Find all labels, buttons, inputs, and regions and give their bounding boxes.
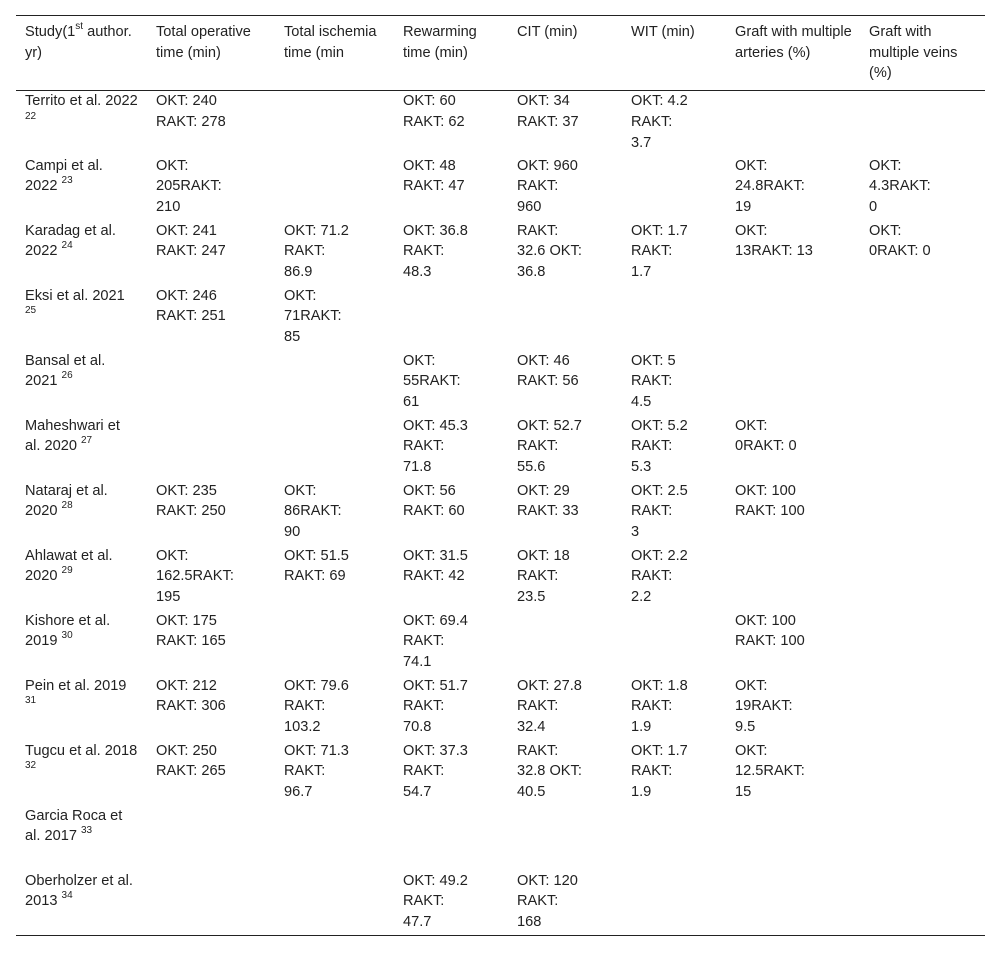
wit-cell [622, 156, 726, 221]
study-name: Bansal et al. 2021 [25, 352, 106, 390]
study-name: Territo et al. 2022 [25, 93, 138, 110]
cit-cell [508, 156, 622, 221]
operative-value: OKT: 240 RAKT: 278 [156, 93, 226, 130]
table-row [16, 546, 985, 611]
arteries-value: OKT: 13RAKT: 13 [735, 222, 813, 260]
operative-cell [147, 741, 275, 806]
table-header [16, 16, 985, 91]
rewarming-cell [394, 91, 508, 156]
ischemia-value: OKT: 71.3 RAKT: 96.7 [284, 742, 349, 801]
rewarming-value: OKT: 51.7 RAKT: 70.8 [403, 677, 468, 736]
wit-value: OKT: 5.2 RAKT: 5.3 [631, 417, 688, 476]
veins-value: OKT: 0RAKT: 0 [869, 222, 931, 260]
rewarming-value: OKT: 49.2 RAKT: 47.7 [403, 872, 468, 931]
arteries-value: OKT: 12.5RAKT: 15 [735, 742, 805, 801]
operative-value: OKT: 246 RAKT: 251 [156, 287, 226, 325]
veins-cell [860, 546, 985, 611]
operative-cell [147, 156, 275, 221]
wit-cell [622, 871, 726, 936]
ischemia-cell [275, 806, 394, 871]
arteries-cell [726, 91, 860, 156]
table-row [16, 221, 985, 286]
operative-cell [147, 676, 275, 741]
arteries-value: OKT: 100 RAKT: 100 [735, 612, 805, 650]
wit-cell [622, 546, 726, 611]
study-cell [16, 91, 147, 156]
operative-cell [147, 611, 275, 676]
operative-cell [147, 806, 275, 871]
arteries-cell [726, 871, 860, 936]
header-study-sup: st [75, 21, 84, 33]
table-row [16, 416, 985, 481]
table-row [16, 741, 985, 806]
reference-number: 29 [61, 565, 73, 577]
ischemia-value: OKT: 86RAKT: 90 [284, 482, 342, 541]
arteries-value: OKT: 19RAKT: 9.5 [735, 677, 793, 736]
operative-cell [147, 546, 275, 611]
arteries-value: OKT: 24.8RAKT: 19 [735, 157, 805, 216]
veins-cell [860, 221, 985, 286]
arteries-value: OKT: 100 RAKT: 100 [735, 482, 805, 520]
study-cell [16, 351, 147, 416]
cit-cell [508, 351, 622, 416]
cit-cell [508, 741, 622, 806]
wit-cell [622, 91, 726, 156]
ischemia-cell [275, 871, 394, 936]
reference-number: 24 [61, 240, 73, 252]
ischemia-cell [275, 286, 394, 351]
rewarming-value: OKT: 45.3 RAKT: 71.8 [403, 417, 468, 476]
ischemia-value: OKT: 51.5 RAKT: 69 [284, 547, 349, 585]
header-cit: CIT (min) [517, 24, 578, 40]
cit-cell [508, 481, 622, 546]
study-name: Pein et al. 2019 [25, 677, 127, 694]
rewarming-cell [394, 806, 508, 871]
rewarming-value: OKT: 36.8 RAKT: 48.3 [403, 222, 468, 281]
header-wit: WIT (min) [631, 24, 695, 40]
wit-value: OKT: 2.5 RAKT: 3 [631, 482, 688, 541]
study-name: Tugcu et al. 2018 [25, 742, 138, 759]
operative-value: OKT: 235 RAKT: 250 [156, 482, 226, 520]
arteries-cell [726, 481, 860, 546]
rewarming-cell [394, 676, 508, 741]
wit-cell [622, 286, 726, 351]
reference-number: 33 [81, 825, 93, 837]
veins-cell [860, 351, 985, 416]
rewarming-cell [394, 871, 508, 936]
veins-cell [860, 806, 985, 871]
study-name: Campi et al. 2022 [25, 157, 103, 195]
study-name: Ahlawat et al. 2020 [25, 547, 113, 585]
study-name: Garcia Roca et al. 2017 [25, 807, 123, 845]
arteries-cell [726, 806, 860, 871]
table-row [16, 676, 985, 741]
rewarming-cell [394, 221, 508, 286]
wit-cell [622, 351, 726, 416]
study-cell [16, 611, 147, 676]
operative-value: OKT: 212 RAKT: 306 [156, 677, 226, 715]
reference-number: 34 [61, 890, 73, 902]
table-row [16, 611, 985, 676]
table-row [16, 806, 985, 871]
wit-value: OKT: 2.2 RAKT: 2.2 [631, 547, 688, 606]
cit-cell [508, 91, 622, 156]
arteries-cell [726, 546, 860, 611]
cit-cell [508, 871, 622, 936]
rewarming-value: OKT: 31.5 RAKT: 42 [403, 547, 468, 585]
wit-cell [622, 481, 726, 546]
wit-cell [622, 741, 726, 806]
veins-cell [860, 481, 985, 546]
study-cell [16, 481, 147, 546]
study-name: Nataraj et al. 2020 [25, 482, 108, 520]
rewarming-value: OKT: 56 RAKT: 60 [403, 482, 465, 520]
reference-number: 30 [61, 630, 73, 642]
header-total-operative: Total operative time (min) [156, 24, 251, 61]
operative-value: OKT: 241 RAKT: 247 [156, 222, 226, 260]
rewarming-cell [394, 741, 508, 806]
header-veins: Graft with multiple veins (%) [869, 24, 958, 82]
arteries-cell [726, 286, 860, 351]
ischemia-cell [275, 416, 394, 481]
cit-value: RAKT: 32.8 OKT: 40.5 [517, 742, 582, 801]
header-study [16, 16, 147, 91]
operative-cell [147, 416, 275, 481]
cit-cell [508, 806, 622, 871]
table-body [16, 91, 985, 936]
reference-number: 23 [61, 175, 73, 187]
rewarming-value: OKT: 48 RAKT: 47 [403, 157, 465, 195]
study-cell [16, 871, 147, 936]
arteries-cell [726, 416, 860, 481]
wit-value: OKT: 1.8 RAKT: 1.9 [631, 677, 688, 736]
rewarming-cell [394, 416, 508, 481]
arteries-cell [726, 676, 860, 741]
cit-value: OKT: 29 RAKT: 33 [517, 482, 579, 520]
operative-cell [147, 871, 275, 936]
wit-value: OKT: 1.7 RAKT: 1.9 [631, 742, 688, 801]
operative-cell [147, 91, 275, 156]
reference-number: 31 [25, 695, 37, 707]
study-name: Karadag et al. 2022 [25, 222, 116, 260]
study-cell [16, 156, 147, 221]
header-rewarming: Rewarming time (min) [403, 24, 477, 61]
wit-cell [622, 806, 726, 871]
study-cell [16, 546, 147, 611]
operative-cell [147, 481, 275, 546]
rewarming-value: OKT: 55RAKT: 61 [403, 352, 461, 411]
rewarming-cell [394, 351, 508, 416]
operative-value: OKT: 175 RAKT: 165 [156, 612, 226, 650]
table-row [16, 286, 985, 351]
ischemia-value: OKT: 71RAKT: 85 [284, 287, 342, 346]
reference-number: 27 [81, 435, 93, 447]
operative-cell [147, 286, 275, 351]
study-cell [16, 416, 147, 481]
veins-value: OKT: 4.3RAKT: 0 [869, 157, 931, 216]
study-cell [16, 286, 147, 351]
reference-number: 26 [61, 370, 73, 382]
rewarming-cell [394, 611, 508, 676]
header-study-prefix: Study(1 [25, 24, 76, 40]
wit-value: OKT: 5 RAKT: 4.5 [631, 352, 676, 411]
veins-cell [860, 286, 985, 351]
wit-value: OKT: 1.7 RAKT: 1.7 [631, 222, 688, 281]
veins-cell [860, 91, 985, 156]
operative-cell [147, 221, 275, 286]
wit-cell [622, 416, 726, 481]
study-name: Eksi et al. 2021 [25, 287, 125, 304]
reference-number: 32 [25, 760, 37, 772]
wit-cell [622, 676, 726, 741]
cit-value: OKT: 34 RAKT: 37 [517, 93, 579, 130]
reference-number: 22 [25, 110, 37, 122]
rewarming-value: OKT: 60 RAKT: 62 [403, 93, 465, 130]
header-study-suffix: author. yr) [25, 24, 132, 61]
cit-cell [508, 676, 622, 741]
rewarming-cell [394, 546, 508, 611]
ischemia-cell [275, 156, 394, 221]
ischemia-cell [275, 351, 394, 416]
rewarming-value: OKT: 69.4 RAKT: 74.1 [403, 612, 468, 671]
wit-cell [622, 221, 726, 286]
ischemia-value: OKT: 79.6 RAKT: 103.2 [284, 677, 349, 736]
cit-value: OKT: 27.8 RAKT: 32.4 [517, 677, 582, 736]
rewarming-cell [394, 481, 508, 546]
veins-cell [860, 676, 985, 741]
veins-cell [860, 871, 985, 936]
table-row [16, 91, 985, 156]
wit-value: OKT: 4.2 RAKT: 3.7 [631, 93, 688, 151]
cit-cell [508, 611, 622, 676]
arteries-cell [726, 741, 860, 806]
ischemia-cell [275, 611, 394, 676]
header-row [16, 16, 985, 91]
table-row [16, 351, 985, 416]
arteries-value: OKT: 0RAKT: 0 [735, 417, 797, 455]
comparison-table [16, 15, 985, 936]
cit-cell [508, 416, 622, 481]
arteries-cell [726, 156, 860, 221]
arteries-cell [726, 351, 860, 416]
ischemia-cell [275, 221, 394, 286]
study-cell [16, 806, 147, 871]
veins-cell [860, 416, 985, 481]
veins-cell [860, 611, 985, 676]
study-name: Maheshwari et al. 2020 [25, 417, 120, 455]
cit-value: OKT: 18 RAKT: 23.5 [517, 547, 570, 606]
reference-number: 25 [25, 305, 37, 317]
study-name: Oberholzer et al. 2013 [25, 872, 133, 910]
rewarming-cell [394, 156, 508, 221]
ischemia-cell [275, 91, 394, 156]
arteries-cell [726, 221, 860, 286]
rewarming-value: OKT: 37.3 RAKT: 54.7 [403, 742, 468, 801]
operative-value: OKT: 250 RAKT: 265 [156, 742, 226, 780]
cit-value: OKT: 46 RAKT: 56 [517, 352, 579, 390]
table-row [16, 156, 985, 221]
operative-value: OKT: 162.5RAKT: 195 [156, 547, 234, 606]
study-cell [16, 676, 147, 741]
cit-cell [508, 286, 622, 351]
table-row [16, 871, 985, 936]
header-total-ischemia: Total ischemia time (min [284, 24, 377, 61]
ischemia-cell [275, 741, 394, 806]
cit-value: RAKT: 32.6 OKT: 36.8 [517, 222, 582, 281]
cit-cell [508, 546, 622, 611]
cit-value: OKT: 52.7 RAKT: 55.6 [517, 417, 582, 476]
cit-cell [508, 221, 622, 286]
study-name: Kishore et al. 2019 [25, 612, 111, 650]
arteries-cell [726, 611, 860, 676]
wit-cell [622, 611, 726, 676]
header-arteries: Graft with multiple arteries (%) [735, 24, 852, 61]
ischemia-cell [275, 481, 394, 546]
ischemia-value: OKT: 71.2 RAKT: 86.9 [284, 222, 349, 281]
operative-cell [147, 351, 275, 416]
ischemia-cell [275, 546, 394, 611]
ischemia-cell [275, 676, 394, 741]
cit-value: OKT: 960 RAKT: 960 [517, 157, 578, 216]
operative-value: OKT: 205RAKT: 210 [156, 157, 222, 216]
veins-cell [860, 156, 985, 221]
veins-cell [860, 741, 985, 806]
study-cell [16, 741, 147, 806]
table-row [16, 481, 985, 546]
study-cell [16, 221, 147, 286]
cit-value: OKT: 120 RAKT: 168 [517, 872, 578, 931]
reference-number: 28 [61, 500, 73, 512]
rewarming-cell [394, 286, 508, 351]
